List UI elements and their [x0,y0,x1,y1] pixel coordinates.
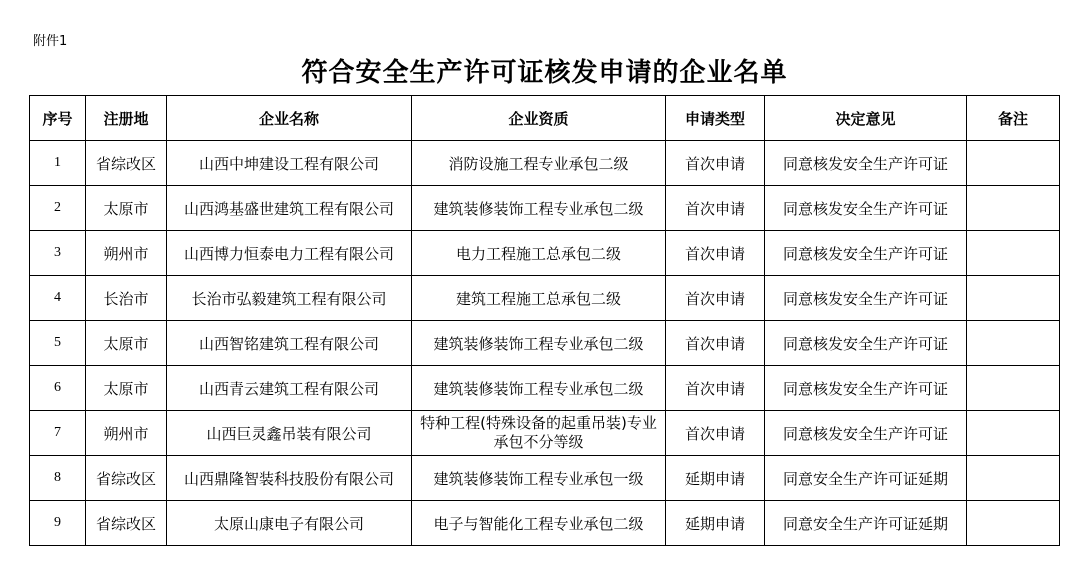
table-row [30,501,1060,546]
attachment-label: 附件1 [33,34,68,49]
table-row [30,456,1060,501]
cell-company: 山西鸿基盛世建筑工程有限公司 [167,186,412,231]
cell-seq: 9 [30,501,86,546]
cell-type: 首次申请 [666,141,765,186]
cell-decision: 同意核发安全生产许可证 [765,321,967,366]
cell-type: 首次申请 [666,276,765,321]
cell-type: 首次申请 [666,186,765,231]
cell-region: 太原市 [86,366,167,411]
cell-qualification: 建筑装修装饰工程专业承包二级 [412,321,666,366]
cell-region: 省综改区 [86,501,167,546]
cell-region: 太原市 [86,321,167,366]
cell-decision: 同意安全生产许可证延期 [765,501,967,546]
cell-region: 省综改区 [86,456,167,501]
cell-note [967,231,1060,276]
cell-company: 山西鼎隆智装科技股份有限公司 [167,456,412,501]
cell-note [967,411,1060,456]
table-row [30,231,1060,276]
cell-note [967,186,1060,231]
cell-note [967,276,1060,321]
cell-region: 太原市 [86,186,167,231]
cell-note [967,456,1060,501]
table-row [30,411,1060,456]
cell-type: 延期申请 [666,456,765,501]
header-seq: 序号 [30,96,86,141]
cell-seq: 3 [30,231,86,276]
cell-qualification: 消防设施工程专业承包二级 [412,141,666,186]
cell-seq: 5 [30,321,86,366]
cell-company: 太原山康电子有限公司 [167,501,412,546]
table-row [30,141,1060,186]
cell-type: 首次申请 [666,231,765,276]
table-row [30,366,1060,411]
cell-region: 长治市 [86,276,167,321]
cell-company: 山西智铭建筑工程有限公司 [167,321,412,366]
cell-company: 长治市弘毅建筑工程有限公司 [167,276,412,321]
table-row [30,276,1060,321]
page-title: 符合安全生产许可证核发申请的企业名单 [301,58,788,88]
header-company: 企业名称 [167,96,412,141]
cell-note [967,141,1060,186]
cell-decision: 同意核发安全生产许可证 [765,276,967,321]
cell-region: 朔州市 [86,231,167,276]
cell-company: 山西巨灵鑫吊装有限公司 [167,411,412,456]
cell-note [967,501,1060,546]
header-region: 注册地 [86,96,167,141]
cell-decision: 同意核发安全生产许可证 [765,186,967,231]
cell-qualification: 建筑工程施工总承包二级 [412,276,666,321]
cell-seq: 8 [30,456,86,501]
cell-decision: 同意安全生产许可证延期 [765,456,967,501]
cell-type: 首次申请 [666,321,765,366]
cell-company: 山西博力恒泰电力工程有限公司 [167,231,412,276]
header-decision: 决定意见 [765,96,967,141]
cell-decision: 同意核发安全生产许可证 [765,366,967,411]
cell-qualification: 建筑装修装饰工程专业承包一级 [412,456,666,501]
cell-qualification: 电力工程施工总承包二级 [412,231,666,276]
header-note: 备注 [967,96,1060,141]
cell-note [967,366,1060,411]
cell-seq: 7 [30,411,86,456]
cell-note [967,321,1060,366]
cell-region: 省综改区 [86,141,167,186]
header-qualification: 企业资质 [412,96,666,141]
company-table [29,95,1060,546]
table-row [30,186,1060,231]
cell-decision: 同意核发安全生产许可证 [765,231,967,276]
cell-type: 延期申请 [666,501,765,546]
table-header-row [30,96,1060,141]
cell-company: 山西青云建筑工程有限公司 [167,366,412,411]
cell-qualification: 电子与智能化工程专业承包二级 [412,501,666,546]
cell-seq: 2 [30,186,86,231]
cell-region: 朔州市 [86,411,167,456]
cell-type: 首次申请 [666,411,765,456]
cell-seq: 1 [30,141,86,186]
cell-company: 山西中坤建设工程有限公司 [167,141,412,186]
table-row [30,321,1060,366]
cell-qualification: 特种工程(特殊设备的起重吊装)专业承包不分等级 [412,411,666,456]
cell-type: 首次申请 [666,366,765,411]
cell-qualification: 建筑装修装饰工程专业承包二级 [412,366,666,411]
cell-seq: 6 [30,366,86,411]
cell-decision: 同意核发安全生产许可证 [765,411,967,456]
cell-qualification: 建筑装修装饰工程专业承包二级 [412,186,666,231]
header-type: 申请类型 [666,96,765,141]
cell-seq: 4 [30,276,86,321]
cell-decision: 同意核发安全生产许可证 [765,141,967,186]
